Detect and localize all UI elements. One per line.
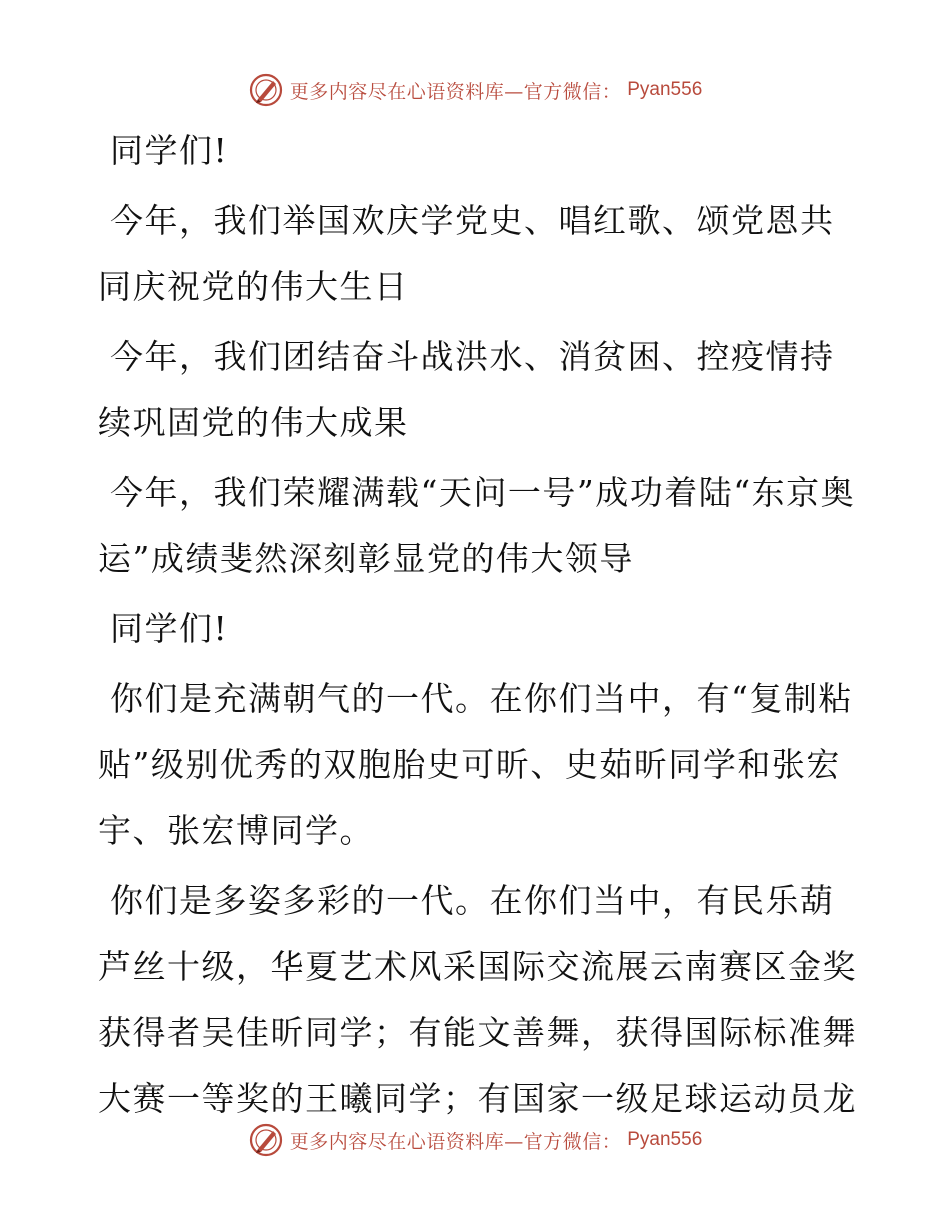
header-banner [0, 70, 950, 110]
document-body [98, 118, 858, 1136]
paragraph: 同学们! [110, 131, 229, 170]
paragraph: 今年，我们举国欢庆学党史、唱红歌、颂党恩共同庆祝党的伟大生日 [98, 201, 835, 306]
paragraph: 你们是充满朝气的一代。在你们当中，有“复制粘贴”级别优秀的双胞胎史可昕、史茹昕同学和张宏宇、张宏博同学。 [98, 679, 853, 850]
footer-banner [0, 1120, 950, 1160]
pen-logo-icon [248, 72, 284, 108]
banner-wechat-id: Pyan556 [627, 79, 703, 100]
pen-logo-icon [248, 1122, 284, 1158]
paragraph: 你们是多姿多彩的一代。在你们当中，有民乐葫芦丝十级，华夏艺术风采国际交流展云南赛区金奖获得者吴佳昕同学；有能文善舞，获得国际标准舞大赛一等奖的王曦同学；有国家一级足球运动员龙 [98, 881, 857, 1118]
banner-wechat-id: Pyan556 [627, 1129, 703, 1150]
banner-text: 更多内容尽在心语资料库—官方微信： [289, 1130, 622, 1153]
banner-text: 更多内容尽在心语资料库—官方微信： [289, 80, 622, 103]
paragraph: 今年，我们团结奋斗战洪水、消贫困、控疫情持续巩固党的伟大成果 [98, 337, 835, 442]
paragraph: 今年，我们荣耀满载“天问一号”成功着陆“东京奥运”成绩斐然深刻彰显党的伟大领导 [98, 473, 856, 578]
paragraph: 同学们! [110, 609, 229, 648]
